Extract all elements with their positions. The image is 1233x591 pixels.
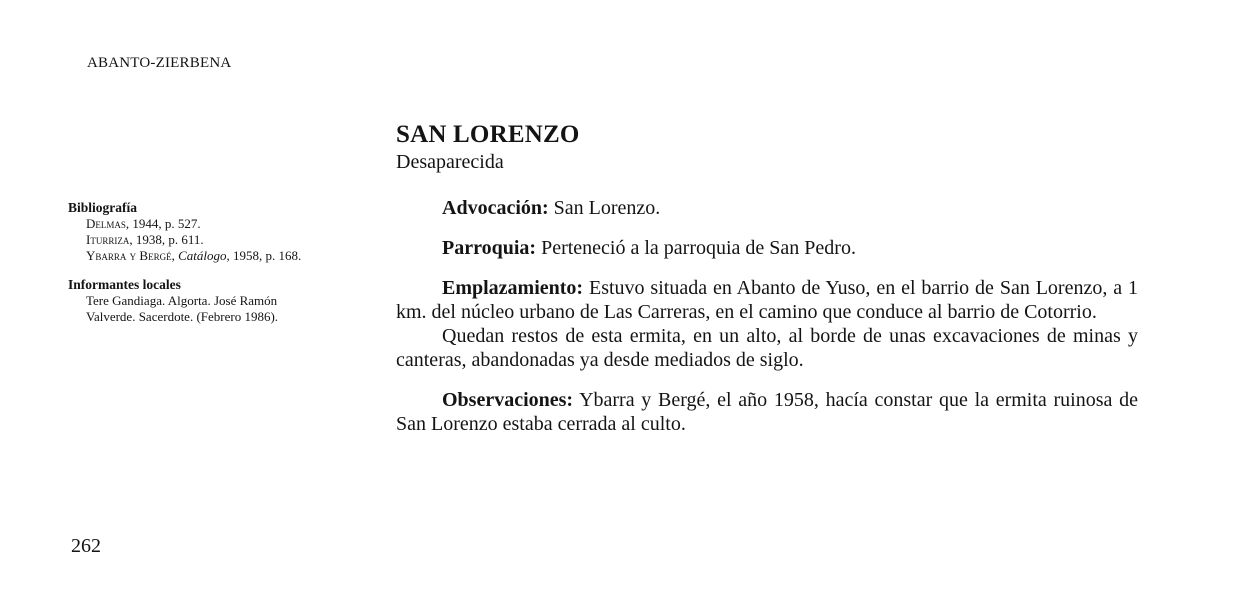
bibliography-author: Ybarra y Bergé	[86, 248, 172, 263]
entry-body	[396, 196, 1138, 436]
page-number: 262	[71, 535, 101, 557]
emplazamiento-text: Estuvo situada en Abanto de Yuso, en el barrio de San Lorenzo, a 1 km. del núcleo urbano de Las Carreras, en el camino que conduce al barrio de Cotorrio.	[396, 277, 1138, 323]
advocacion-label: Advocación:	[442, 197, 549, 219]
informants-heading: Informantes locales	[68, 277, 181, 292]
emplazamiento-paragraph	[396, 276, 1138, 324]
running-header: ABANTO-ZIERBENA	[87, 55, 232, 71]
informants-line: Valverde. Sacerdote. (Febrero 1986).	[86, 309, 279, 324]
bibliography-author: Delmas	[86, 216, 126, 231]
sidebar	[68, 200, 378, 338]
parroquia-label: Parroquia:	[442, 237, 537, 259]
entry-subtitle: Desaparecida	[396, 151, 504, 173]
bibliography-reference: 1958, p. 168.	[229, 248, 302, 263]
bibliography-separator: ,	[171, 248, 179, 263]
bibliography-reference: , 1944, p. 527.	[125, 216, 201, 231]
bibliography-entry	[68, 216, 378, 232]
informants-line: Tere Gandiaga. Algorta. José Ramón	[86, 293, 278, 308]
observaciones-text: Ybarra y Bergé, el año 1958, hacía constar que la ermita ruinosa de San Lorenzo estaba cerrada al culto.	[396, 389, 1138, 435]
bibliography-reference: , 1938, p. 611.	[129, 232, 204, 247]
advocacion-text: San Lorenzo.	[548, 197, 661, 219]
parroquia-text: Perteneció a la parroquia de San Pedro.	[536, 237, 856, 259]
main-content	[396, 120, 1138, 436]
advocacion-paragraph	[396, 196, 1138, 220]
emplazamiento-continuation: Quedan restos de esta ermita, en un alto, al borde de unas excavaciones de minas y canteras, abandonadas ya desde mediados de siglo.	[396, 325, 1138, 371]
bibliography-heading: Bibliografía	[68, 200, 138, 215]
bibliography-entry	[68, 232, 378, 248]
parroquia-paragraph	[396, 236, 1138, 260]
entry-title: SAN LORENZO	[396, 121, 580, 148]
bibliography-section	[68, 200, 378, 264]
bibliography-author: Iturriza	[86, 232, 130, 247]
observaciones-paragraph	[396, 388, 1138, 436]
bibliography-entry	[68, 248, 378, 264]
informants-section	[68, 277, 378, 325]
bibliography-work-title: Catálogo,	[178, 248, 230, 263]
emplazamiento-label: Emplazamiento:	[442, 277, 584, 299]
observaciones-label: Observaciones:	[442, 389, 574, 411]
